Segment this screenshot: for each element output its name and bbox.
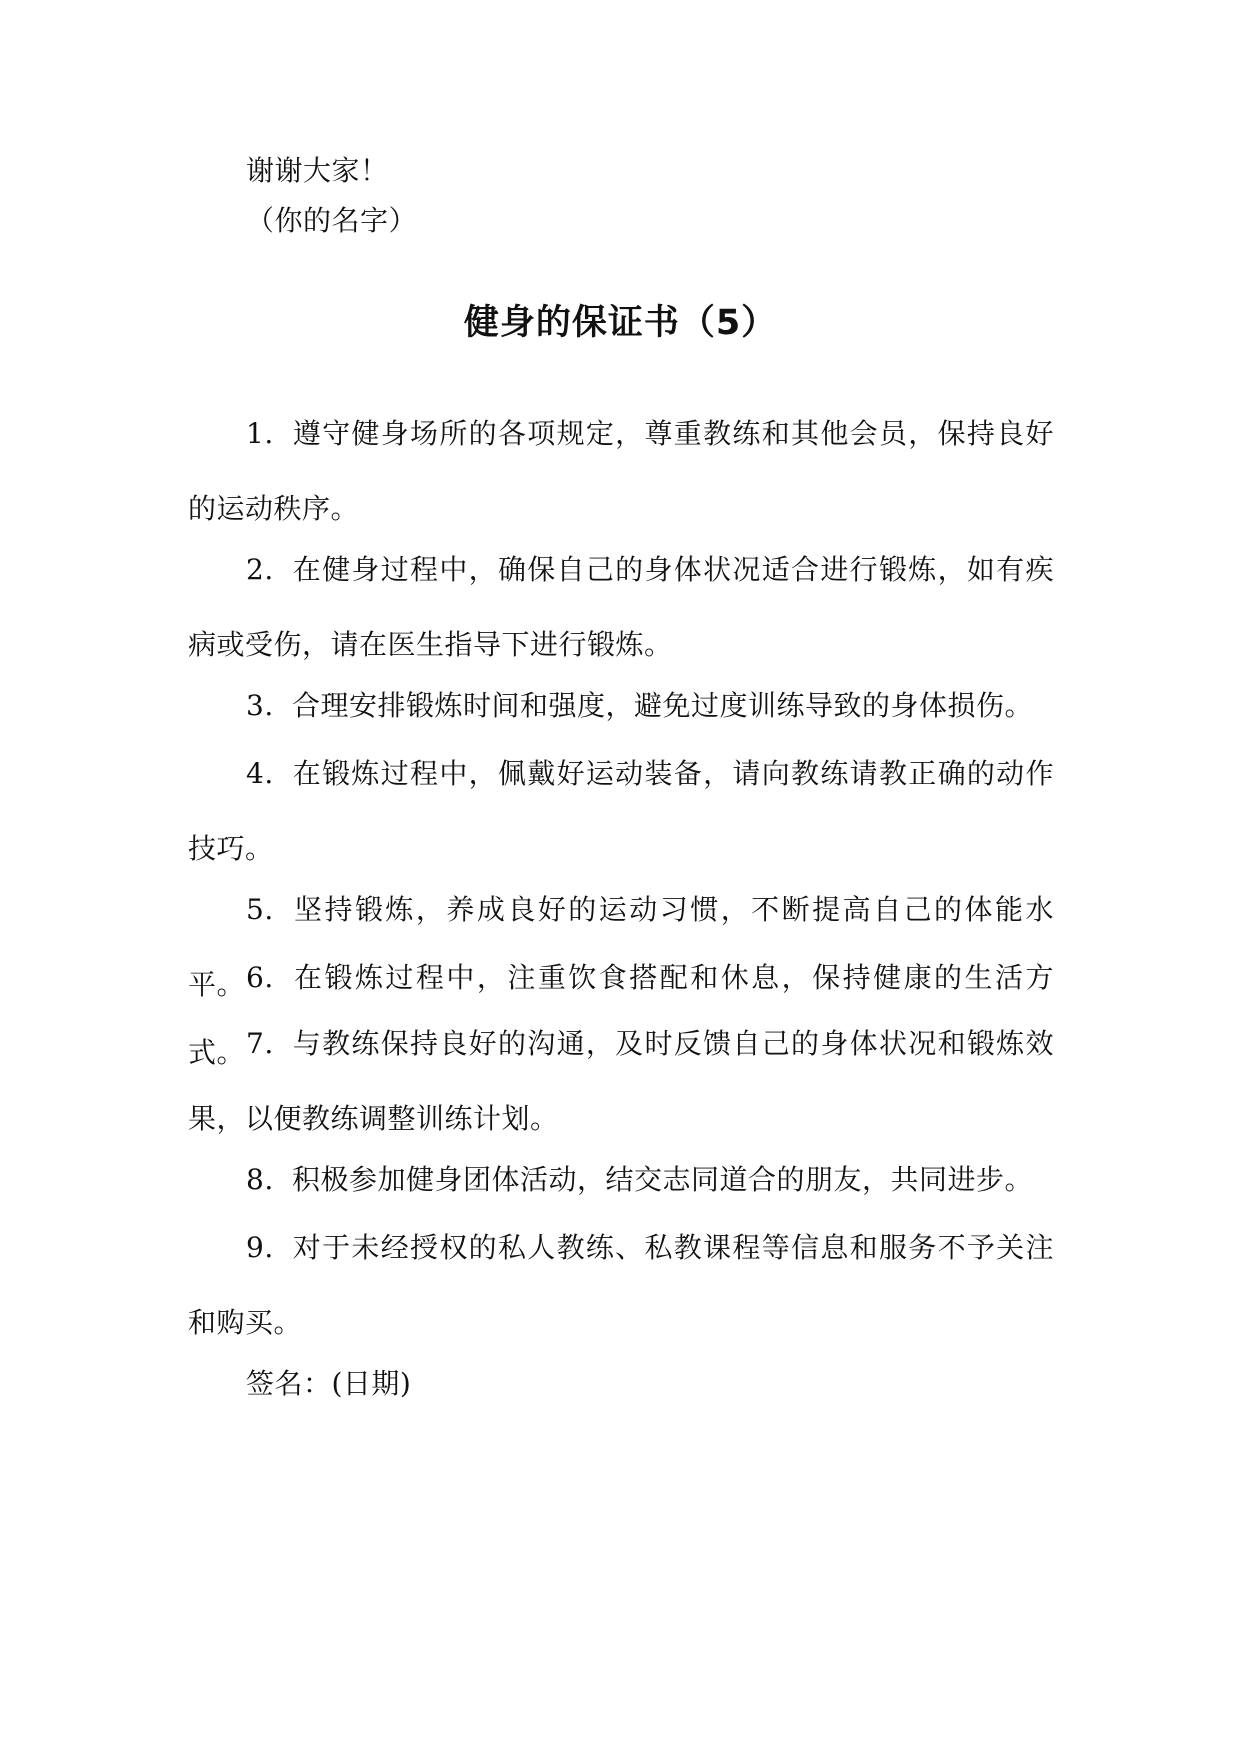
signature-line: 签名：(日期): [246, 1367, 412, 1400]
list-item: [188, 1210, 1054, 1360]
item-text: 遵守健身场所的各项规定，尊重教练和其他会员，保持良好的运动秩序。: [188, 417, 1054, 525]
document-title: 健身的保证书（5）: [463, 303, 778, 343]
item-number: 4.: [246, 757, 274, 790]
closing-thanks: 谢谢大家！: [246, 154, 389, 187]
item-number: 9.: [246, 1231, 274, 1264]
list-item: [188, 396, 1054, 546]
item-number: 2.: [246, 553, 274, 586]
item-number: 3.: [246, 689, 274, 722]
list-item: [188, 532, 1054, 682]
list-item: [188, 736, 1054, 886]
item-text: 与教练保持良好的沟通，及时反馈自己的身体状况和锻炼效果，以便教练调整训练计划。: [188, 1027, 1054, 1135]
list-item: [188, 1006, 1054, 1156]
list-item: [188, 668, 1054, 743]
item-text: 在锻炼过程中，注重饮食搭配和休息，保持健康的生活方式。: [188, 961, 1054, 1069]
item-text: 在健身过程中，确保自己的身体状况适合进行锻炼，如有疾病或受伤，请在医生指导下进行锻炼。: [188, 553, 1054, 661]
item-text: 在锻炼过程中，佩戴好运动装备，请向教练请教正确的动作技巧。: [188, 757, 1054, 865]
item-text: 积极参加健身团体活动，结交志同道合的朋友，共同进步。: [292, 1163, 1034, 1196]
item-number: 6.: [246, 961, 274, 994]
list-item: [188, 1142, 1054, 1217]
item-number: 5.: [246, 893, 274, 926]
item-text: 坚持锻炼，养成良好的运动习惯，不断提高自己的体能水平。: [188, 893, 1054, 1001]
item-text: 合理安排锻炼时间和强度，避免过度训练导致的身体损伤。: [292, 689, 1034, 722]
item-number: 7.: [246, 1027, 274, 1060]
item-number: 1.: [246, 417, 274, 450]
item-text: 对于未经授权的私人教练、私教课程等信息和服务不予关注和购买。: [188, 1231, 1054, 1339]
closing-name: （你的名字）: [246, 204, 418, 237]
item-number: 8.: [246, 1163, 274, 1196]
